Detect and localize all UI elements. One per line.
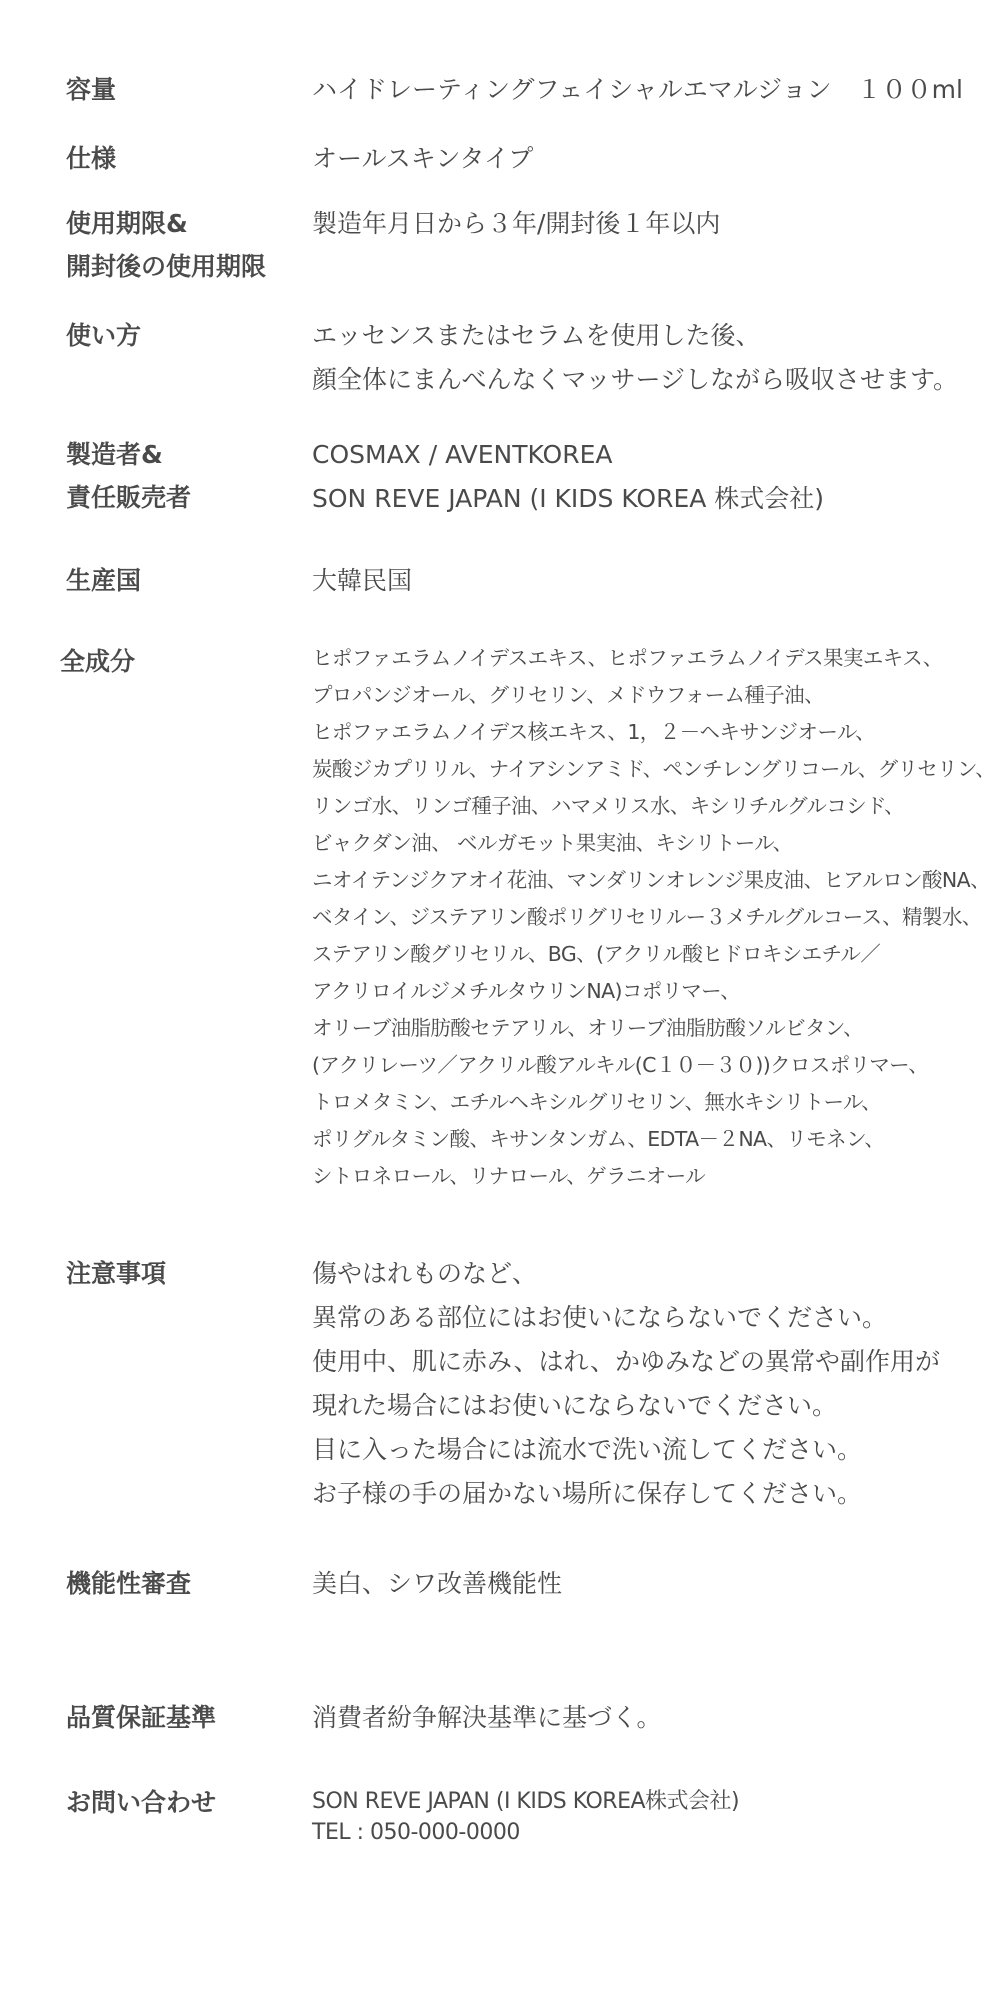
ingredient-line: ビャクダン油、 ベルガモット果実油、キシリトール、 [312, 831, 793, 855]
manufacturer-value [312, 433, 824, 521]
origin-value: 大韓民国 [312, 566, 413, 595]
capacity-label: 容量 [66, 75, 117, 104]
usage-value [312, 314, 958, 402]
quality-value: 消費者紛争解決基準に基づく。 [312, 1703, 662, 1732]
ingredient-line: ヒポファエラムノイデス核エキス、1，２－ヘキサンジオール、 [312, 720, 875, 744]
ingredient-line: シトロネロール、リナロール、ゲラニオール [312, 1164, 706, 1188]
ingredient-line: ニオイテンジクアオイ花油、マンダリンオレンジ果皮油、ヒアルロン酸NA、 [312, 868, 990, 892]
expiry-label [66, 202, 266, 288]
ingredient-line: ポリグルタミン酸、キサンタンガム、EDTA－２NA、リモネン、 [312, 1127, 885, 1151]
caution-line: 傷やはれものなど、 [312, 1259, 538, 1288]
expiry-label-line: 開封後の使用期限 [66, 252, 267, 281]
ingredients-label: 全成分 [60, 647, 136, 676]
cautions-label: 注意事項 [66, 1259, 167, 1288]
ingredients-value [312, 640, 995, 1195]
ingredient-line: リンゴ水、リンゴ種子油、ハマメリス水、キシリチルグルコシド、 [312, 794, 905, 818]
ingredient-line: アクリロイルジメチルタウリンNA)コポリマー、 [312, 979, 741, 1003]
functional-label: 機能性審査 [66, 1569, 192, 1598]
caution-line: 異常のある部位にはお使いにならないでください。 [312, 1303, 888, 1332]
usage-label: 使い方 [66, 321, 142, 350]
ingredient-line: ヒポファエラムノイデスエキス、ヒポファエラムノイデス果実エキス、 [312, 646, 943, 670]
caution-line: お子様の手の届かない場所に保存してください。 [312, 1479, 863, 1508]
manufacturer-line: SON REVE JAPAN (I KIDS KOREA 株式会社) [312, 484, 825, 513]
manufacturer-label-line: 責任販売者 [66, 483, 192, 512]
quality-label: 品質保証基準 [66, 1703, 217, 1732]
usage-line: エッセンスまたはセラムを使用した後、 [312, 321, 761, 350]
ingredient-line: 炭酸ジカプリリル、ナイアシンアミド、ペンチレングリコール、グリセリン、 [312, 757, 996, 781]
origin-label: 生産国 [66, 566, 142, 595]
expiry-value: 製造年月日から３年/開封後１年以内 [312, 209, 721, 238]
manufacturer-line: COSMAX / AVENTKOREA [312, 440, 613, 469]
contact-company: SON REVE JAPAN (I KIDS KOREA株式会社) [312, 1789, 740, 1814]
ingredient-line: プロパンジオール、グリセリン、メドウフォーム種子油、 [312, 683, 824, 707]
ingredient-line: ステアリン酸グリセリル、BG、(アクリル酸ヒドロキシエチル／ [312, 942, 881, 966]
contact-phone: TEL : 050-000-0000 [312, 1820, 520, 1845]
ingredient-line: (アクリレーツ／アクリル酸アルキル(C１０－３０))クロスポリマー、 [312, 1053, 929, 1077]
contact-label: お問い合わせ [66, 1788, 217, 1817]
ingredient-line: ベタイン、ジステアリン酸ポリグリセリルー３メチルグルコース、精製水、 [312, 905, 982, 929]
spec-label: 仕様 [66, 144, 117, 173]
manufacturer-label-line: 製造者& [66, 440, 163, 469]
caution-line: 目に入った場合には流水で洗い流してください。 [312, 1435, 863, 1464]
cautions-value [312, 1252, 940, 1516]
usage-line: 顔全体にまんべんなくマッサージしながら吸収させます。 [312, 365, 959, 394]
caution-line: 使用中、肌に赤み、はれ、かゆみなどの異常や副作用が [312, 1347, 941, 1376]
spec-value: オールスキンタイプ [312, 144, 534, 173]
ingredient-line: トロメタミン、エチルヘキシルグリセリン、無水キシリトール、 [312, 1090, 882, 1114]
contact-value [312, 1786, 739, 1848]
manufacturer-label [66, 433, 191, 519]
capacity-value: ハイドレーティングフェイシャルエマルジョン １００ml [312, 75, 963, 104]
caution-line: 現れた場合にはお使いにならないでください。 [312, 1391, 838, 1420]
expiry-label-line: 使用期限& [66, 209, 188, 238]
functional-value: 美白、シワ改善機能性 [312, 1569, 563, 1598]
ingredient-line: オリーブ油脂肪酸セテアリル、オリーブ油脂肪酸ソルビタン、 [312, 1016, 864, 1040]
